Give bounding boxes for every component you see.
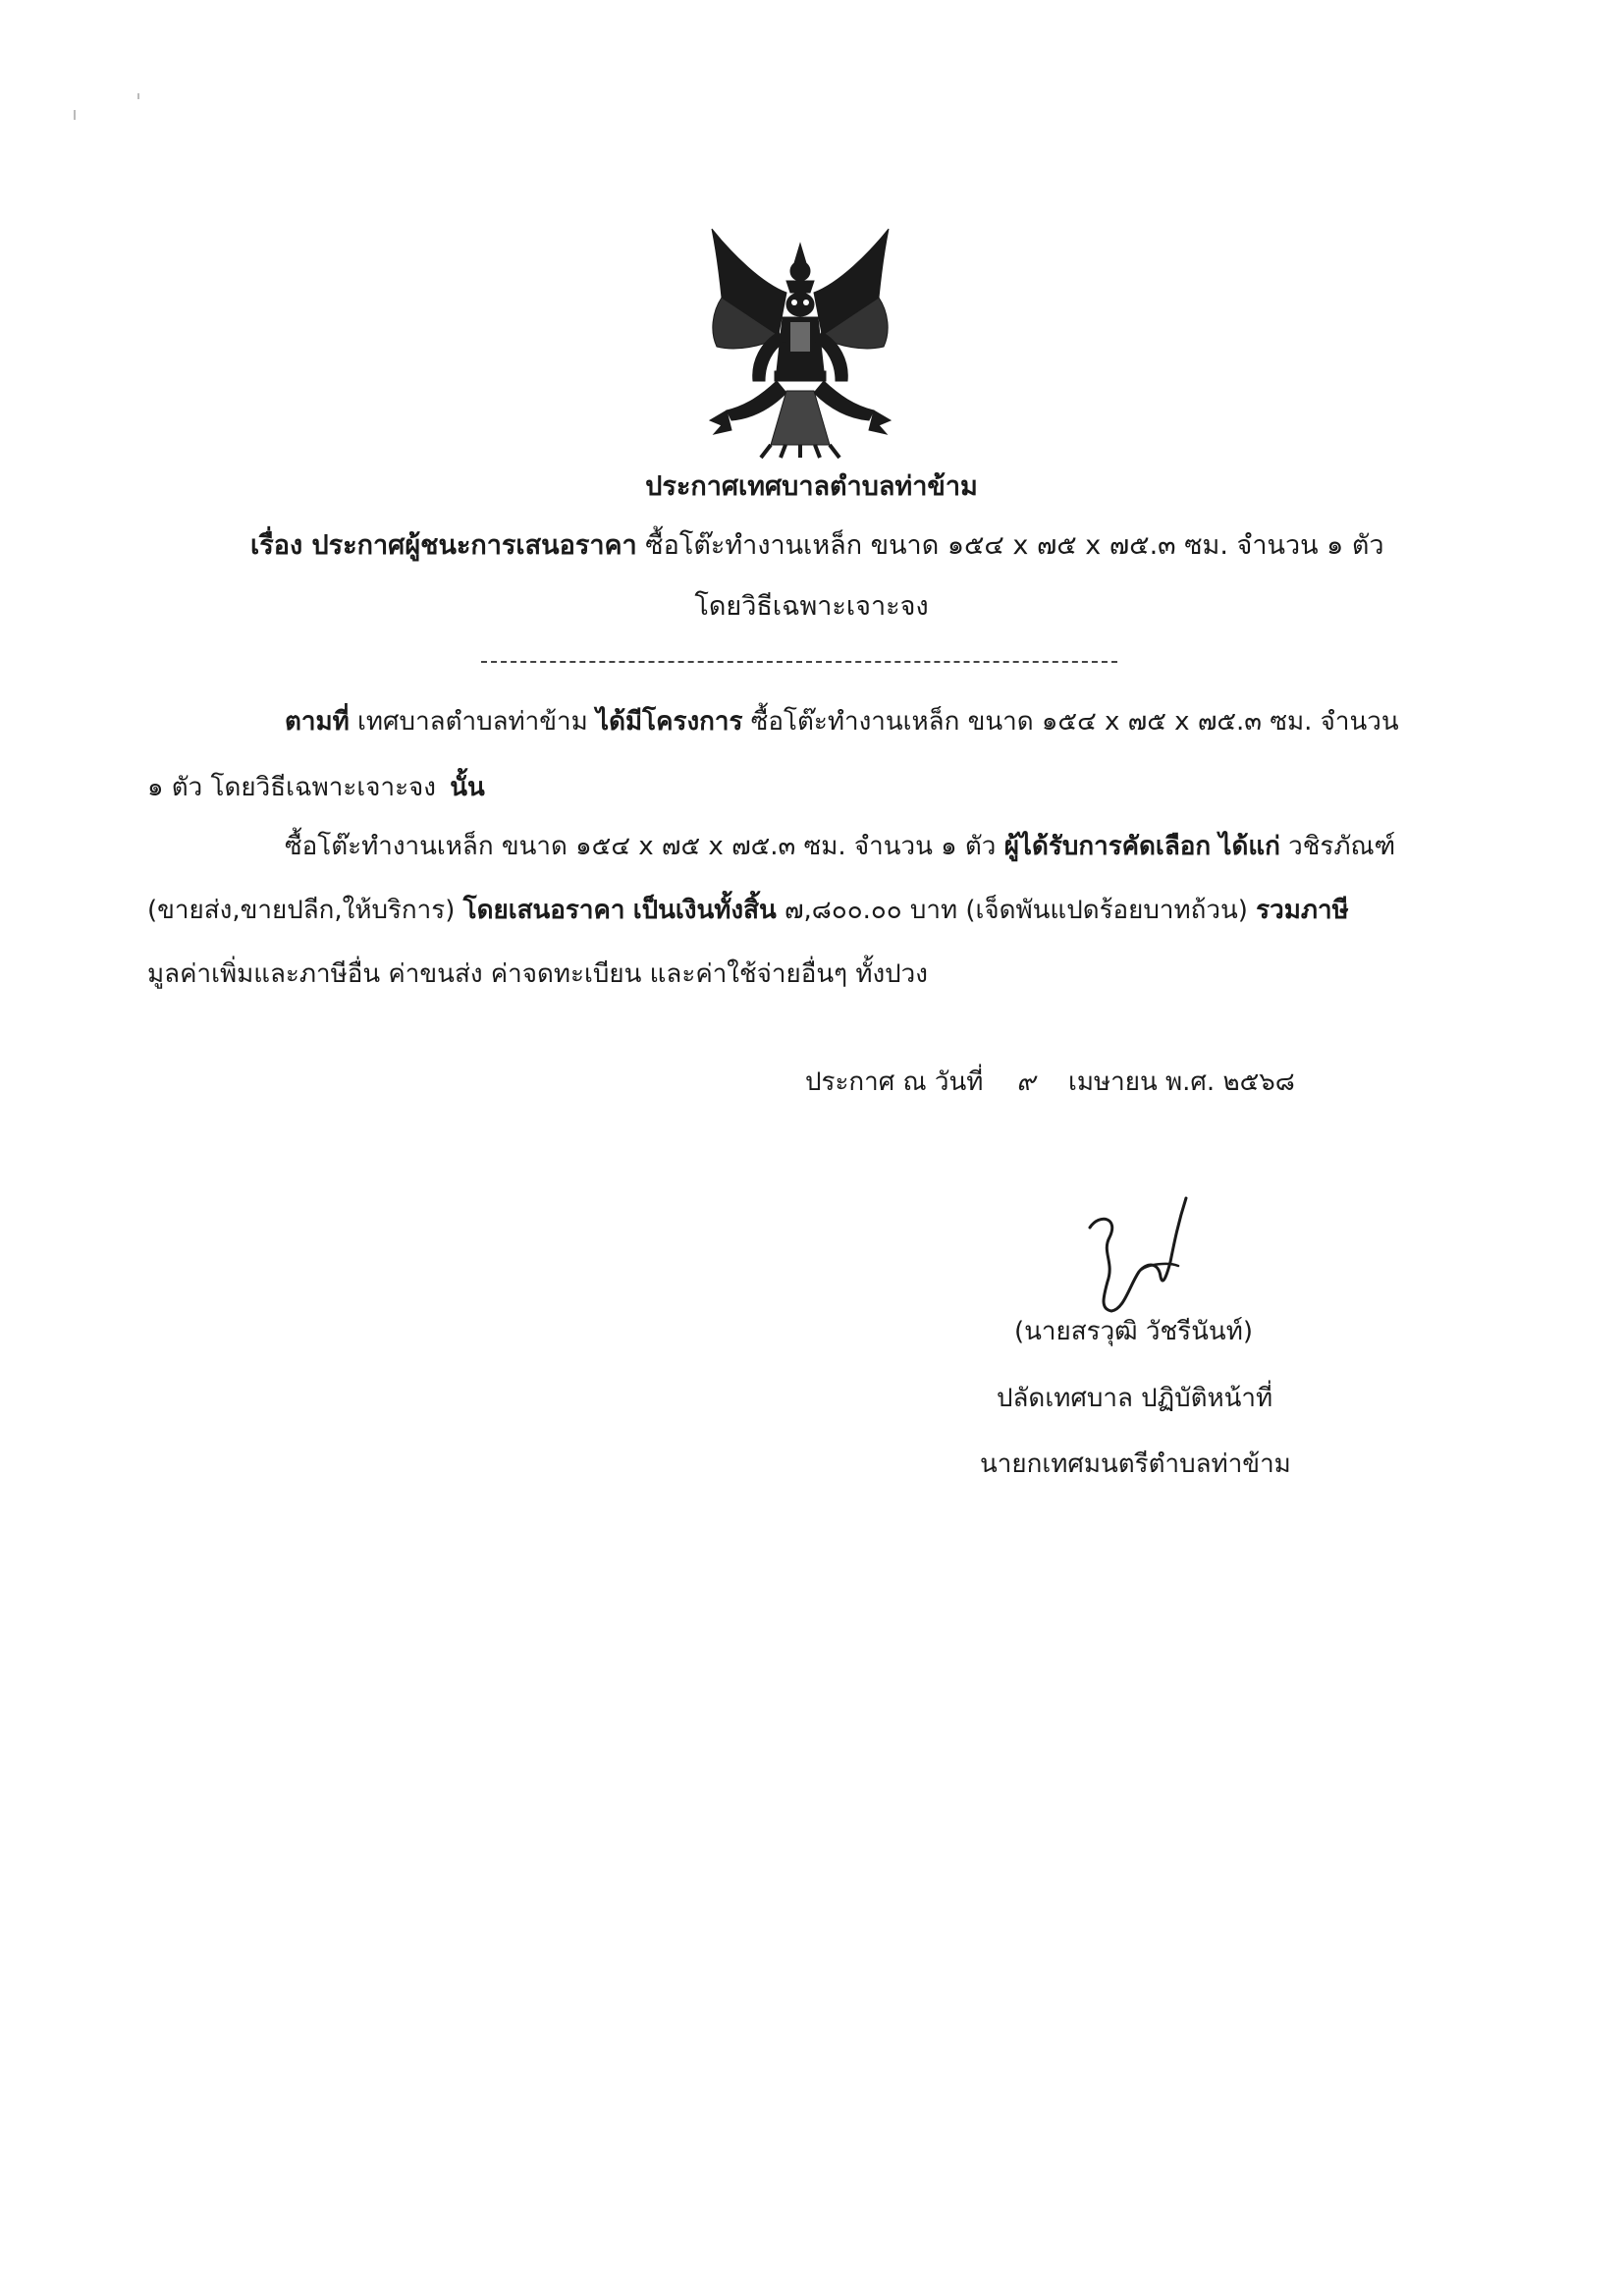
scan-mark xyxy=(137,93,139,99)
text-fragment: ซื้อโต๊ะทำงานเหล็ก ขนาด ๑๕๔ x ๗๕ x ๗๕.๓ ซม. จำนวน xyxy=(750,707,1399,737)
subject-method: โดยวิธีเฉพาะเจาะจง xyxy=(694,591,929,622)
text-fragment: เป็นเงินทั้งสิ้น xyxy=(632,896,777,925)
signatory-position-2: นายกเทศมนตรีตำบลท่าข้าม xyxy=(980,1449,1291,1479)
text-fragment: รวมภาษี xyxy=(1256,896,1349,925)
text-fragment: นั้น xyxy=(450,773,485,802)
paragraph-1-line-2 xyxy=(147,771,485,804)
text-fragment: โดยเสนอราคา xyxy=(462,896,625,925)
garuda-emblem xyxy=(692,224,908,460)
text-fragment: ได้มีโครงการ xyxy=(596,707,743,737)
text-fragment: ซื้อโต๊ะทำงานเหล็ก ขนาด ๑๕๔ x ๗๕ x ๗๕.๓ ซม. จำนวน ๑ ตัว xyxy=(285,832,997,861)
text-fragment: มูลค่าเพิ่มและภาษีอื่น ค่าขนส่ง ค่าจดทะเบียน และค่าใช้จ่ายอื่นๆ ทั้งปวง xyxy=(147,959,928,989)
text-fragment: ตามที่ xyxy=(285,707,350,737)
text-fragment: เทศบาลตำบลท่าข้าม xyxy=(357,707,588,737)
announcement-title: ประกาศเทศบาลตำบลท่าข้าม xyxy=(645,471,978,502)
scan-mark xyxy=(74,110,76,120)
subject-line xyxy=(250,523,1429,566)
text-fragment: ๗,๘๐๐.๐๐ บาท (เจ็ดพันแปดร้อยบาทถ้วน) xyxy=(784,896,1248,925)
paragraph-2-line-2 xyxy=(147,894,1349,927)
subject-label: เรื่อง ประกาศผู้ชนะการเสนอราคา xyxy=(250,530,637,561)
paragraph-1-line-1 xyxy=(285,705,1399,738)
signatory-position-1: ปลัดเทศบาล ปฏิบัติหน้าที่ xyxy=(997,1384,1273,1413)
announcement-date xyxy=(805,1066,1295,1099)
date-day-handwritten: ๙ xyxy=(1016,1067,1036,1097)
date-prefix: ประกาศ ณ วันที่ xyxy=(805,1067,984,1097)
signatory-name: (นายสรวุฒิ วัชรีนันท์) xyxy=(1014,1317,1253,1346)
text-fragment: วชิรภัณฑ์ xyxy=(1288,832,1396,861)
date-month-year: เมษายน พ.ศ. ๒๕๖๘ xyxy=(1067,1067,1295,1097)
dashed-divider xyxy=(481,661,1117,663)
handwritten-signature xyxy=(1080,1193,1198,1321)
paragraph-2-line-3 xyxy=(147,957,928,991)
paragraph-2-line-1 xyxy=(285,830,1395,863)
text-fragment: ได้แก่ xyxy=(1218,832,1280,861)
text-fragment: (ขายส่ง,ขายปลีก,ให้บริการ) xyxy=(147,896,456,925)
subject-text: ซื้อโต๊ะทำงานเหล็ก ขนาด ๑๕๔ x ๗๕ x ๗๕.๓ ซม. จำนวน ๑ ตัว xyxy=(645,530,1384,561)
text-fragment: ๑ ตัว โดยวิธีเฉพาะเจาะจง xyxy=(147,773,436,802)
text-fragment: ผู้ได้รับการคัดเลือก xyxy=(1003,832,1212,861)
